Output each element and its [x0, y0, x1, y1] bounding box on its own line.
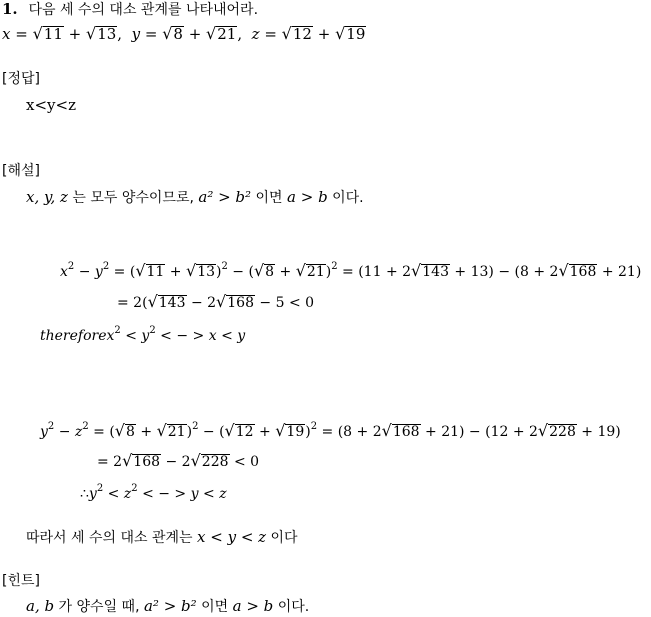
- hint-vars: a, b: [26, 597, 55, 615]
- step1-line2: = 2(√143 − 2√168 − 5 < 0: [117, 292, 315, 311]
- sqrt-symbol: √: [32, 24, 43, 43]
- y-symbol: y: [131, 25, 141, 43]
- radicand: 168: [227, 295, 254, 311]
- intro-text-3: 이다.: [327, 190, 364, 206]
- therefore-word: therefore: [40, 328, 107, 344]
- radicand: 11: [43, 25, 63, 43]
- radicand: 8: [126, 424, 135, 440]
- therefore-symbol: ∴: [80, 486, 89, 502]
- step2-line2: = 2√168 − 2√228 < 0: [97, 451, 260, 470]
- radicand: 13: [197, 264, 216, 280]
- conclusion-math: x < y < z: [197, 528, 267, 546]
- hint-condition: a² > b²: [143, 597, 197, 615]
- intro-text-2: 이면: [251, 190, 288, 206]
- hint-result: a > b: [232, 597, 274, 615]
- radicand: 8: [265, 264, 275, 280]
- step1-line3: thereforex$^2$ < $y^2$ < − > x < y: [40, 325, 246, 344]
- radicand: 12: [292, 25, 312, 43]
- radicand: 228: [201, 454, 229, 470]
- intro-condition: a² > b²: [198, 188, 252, 206]
- step1-line1: $x^2 - y^2 = (√11 + √13)^2 - (√8 + √21)^2 = (11 + 2√143 + 13) - (8 + 2√168 + 21)$: [60, 261, 642, 280]
- problem-question: 다음 세 수의 대소 관계를 나타내어라.: [28, 2, 259, 18]
- definitions-line: x = √11 + √13, y = √8 + √21, z = √12 + √19: [2, 24, 366, 43]
- z-symbol: z: [251, 25, 260, 43]
- radicand: 168: [392, 424, 420, 440]
- radicand: 11: [146, 264, 165, 280]
- intro-result: a > b: [287, 188, 328, 206]
- radicand: 21: [306, 264, 325, 280]
- conclusion-line: [26, 530, 298, 545]
- radicand: 19: [286, 424, 305, 440]
- step2-line1: $y^2 - z^2 = (√8 + √21)^2 - (√12 + √19)^2 = (8 + 2√168 + 21) - (12 + 2√228 + 19)$: [40, 421, 621, 440]
- conclusion-text-1: 따라서 세 수의 대소 관계는: [26, 530, 198, 546]
- radicand: 19: [346, 25, 366, 43]
- conclusion-text-2: 이다: [266, 530, 298, 546]
- hint-heading: [힌트]: [2, 573, 40, 589]
- radicand: 143: [158, 295, 186, 311]
- radicand: 143: [422, 264, 449, 280]
- radicand: 168: [133, 454, 161, 470]
- radicand: 21: [217, 25, 237, 43]
- step2-line3: $\therefore y^2 < z^2$ < − > y < z: [80, 483, 227, 502]
- explanation-heading: [해설]: [2, 163, 40, 179]
- problem-line: [2, 2, 258, 17]
- answer-text: x<y<z: [26, 96, 76, 114]
- radicand: 12: [235, 424, 254, 440]
- hint-text-3: 이다.: [273, 599, 310, 615]
- hint-text-2: 이면: [196, 599, 233, 615]
- problem-number: 1.: [2, 0, 18, 18]
- radicand: 228: [549, 424, 576, 440]
- hint-text-1: 가 양수일 때,: [54, 599, 144, 615]
- intro-vars: x, y, z: [26, 188, 68, 206]
- radicand: 13: [97, 25, 117, 43]
- x-symbol: x: [2, 25, 11, 43]
- radicand: 21: [167, 424, 186, 440]
- explanation-intro: [26, 190, 364, 205]
- hint-line: [26, 599, 309, 614]
- radicand: 168: [569, 264, 597, 280]
- intro-text-1: 는 모두 양수이므로,: [67, 190, 199, 206]
- answer-heading: [정답]: [2, 71, 40, 87]
- radicand: 8: [173, 25, 183, 43]
